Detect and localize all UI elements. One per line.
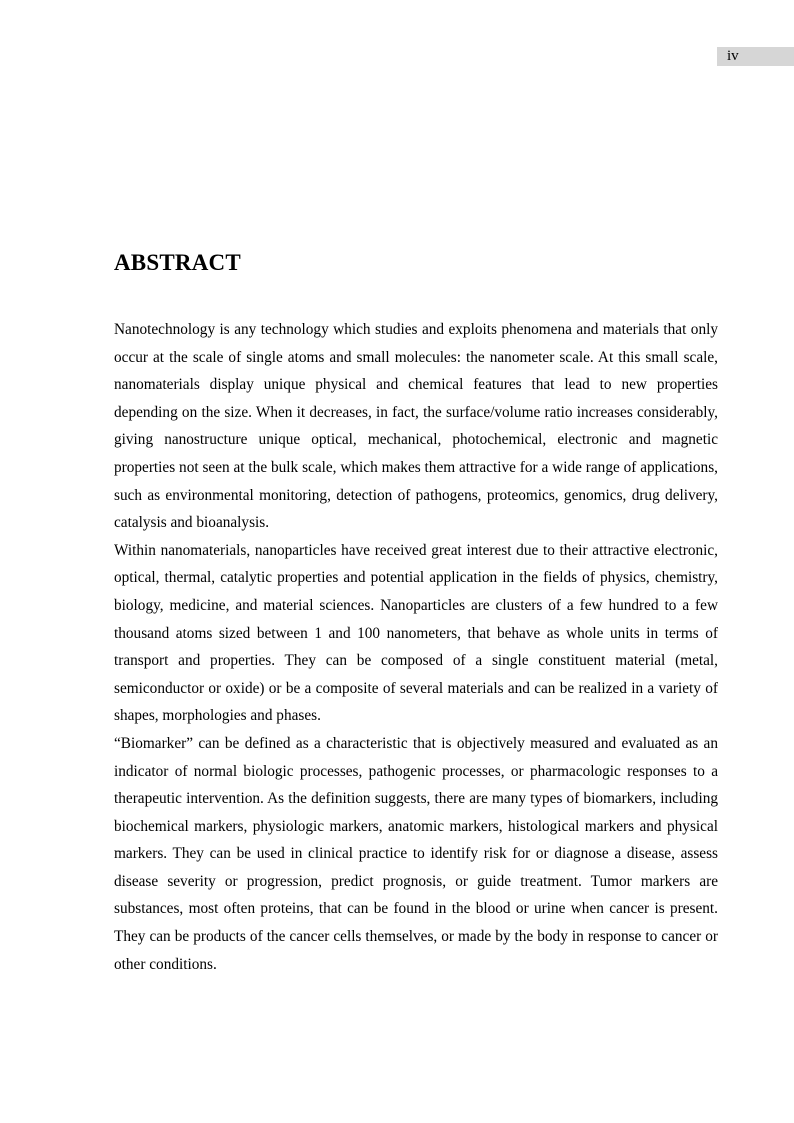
page-number: iv <box>717 47 794 66</box>
paragraph-nanotechnology: Nanotechnology is any technology which studies and exploits phenomena and materials that only occur at the scale of single atoms and small molecules: the nanometer scale. At this small scale, nanomaterials display unique physical and chemical features that lead to new properties depending on the size. When it decreases, in fact, the surface/volume ratio increases considerably, giving nanostructure unique optical, mechanical, photochemical, electronic and magnetic properties not seen at the bulk scale, which makes them attractive for a wide range of applications, such as environmental monitoring, detection of pathogens, proteomics, genomics, drug delivery, catalysis and bioanalysis. <box>114 321 718 532</box>
abstract-body <box>114 316 718 978</box>
section-heading: ABSTRACT <box>114 250 241 275</box>
paragraph-nanoparticles: Within nanomaterials, nanoparticles have received great interest due to their attractive electronic, optical, thermal, catalytic properties and potential application in the fields of physics, chemistry, biology, medicine, and material sciences. Nanoparticles are clusters of a few hundred to a few thousand atoms sized between 1 and 100 nanometers, that behave as whole units in terms of transport and properties. They can be composed of a single constituent material (metal, semiconductor or oxide) or be a composite of several materials and can be realized in a variety of shapes, morphologies and phases. <box>114 541 718 725</box>
paragraph-biomarkers: “Biomarker” can be defined as a characteristic that is objectively measured and evaluated as an indicator of normal biologic processes, pathogenic processes, or pharmacologic responses to a therapeutic intervention. As the definition suggests, there are many types of biomarkers, including biochemical markers, physiologic markers, anatomic markers, histological markers and physical markers. They can be used in clinical practice to identify risk for or diagnose a disease, assess disease severity or progression, predict prognosis, or guide treatment. Tumor markers are substances, most often proteins, that can be found in the blood or urine when cancer is present. They can be products of the cancer cells themselves, or made by the body in response to cancer or other conditions. <box>114 734 718 973</box>
